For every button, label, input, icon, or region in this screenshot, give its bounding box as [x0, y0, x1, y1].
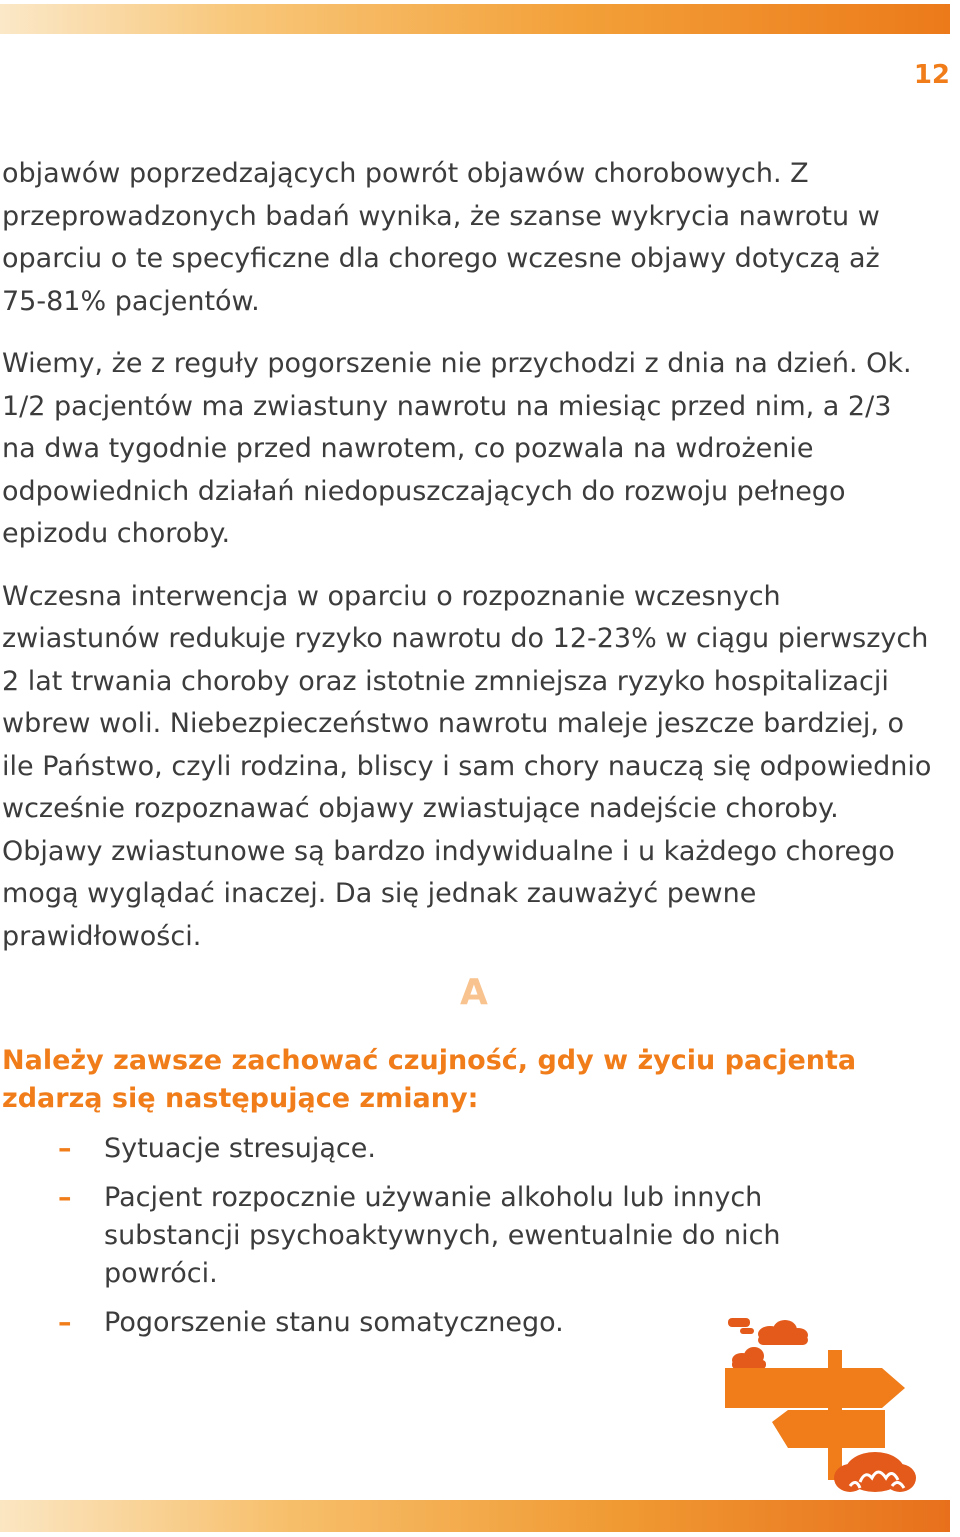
bottom-decorative-band — [0, 1500, 950, 1532]
arrow-left-icon — [772, 1410, 885, 1448]
section-marker: A — [460, 972, 488, 1013]
list-item-text: Pacjent rozpocznie używanie alkoholu lub innych substancji psychoaktywnych, ewentualnie do nich powróci. — [104, 1182, 781, 1289]
cloud-icon — [732, 1347, 766, 1369]
bullet-dash: – — [58, 1133, 72, 1164]
cloud-icon — [728, 1318, 808, 1345]
list-item — [0, 1179, 900, 1293]
top-decorative-band — [0, 4, 950, 34]
list-item-text: Pogorszenie stanu somatycznego. — [104, 1307, 564, 1338]
body-text — [2, 153, 932, 978]
section-heading: Należy zawsze zachować czujność, gdy w życiu pacjenta zdarzą się następujące zmiany: — [2, 1045, 857, 1114]
signpost-icon — [700, 1310, 940, 1500]
list-item-text: Sytuacje stresujące. — [104, 1133, 376, 1164]
page-number: 12 — [913, 60, 950, 90]
bullet-dash: – — [58, 1307, 72, 1338]
list-item — [0, 1130, 900, 1168]
bullet-dash: – — [58, 1182, 72, 1213]
paragraph: objawów poprzedzających powrót objawów chorobowych. Z przeprowadzonych badań wynika, że szanse wykrycia nawrotu w oparciu o te specyficzne dla chorego wczesne objawy dotyczą aż 75-81% pacjentów. — [2, 158, 880, 317]
paragraph: Wczesna interwencja w oparciu o rozpoznanie wczesnych zwiastunów redukuje ryzyko nawrotu do 12-23% w ciągu pierwszych 2 lat trwania choroby oraz istotnie zmniejsza ryzyko hospitalizacji wbrew woli. Niebezpieczeństwo nawrotu maleje jeszcze bardziej, o ile Państwo, czyli rodzina, bliscy i sam chory nauczą się odpowiednio wcześnie rozpoznawać objawy zwiastujące nadejście choroby. Objawy zwiastunowe są bardzo indywidualne i u każdego chorego mogą wyglądać inaczej. Da się jednak zauważyć pewne prawidłowości. — [2, 580, 932, 952]
arrow-right-icon — [725, 1368, 905, 1408]
paragraph: Wiemy, że z reguły pogorszenie nie przychodzi z dnia na dzień. Ok. 1/2 pacjentów ma zwiastuny nawrotu na miesiąc przed nim, a 2/3 na dwa tygodnie przed nawrotem, co pozwala na wdrożenie odpowiednich działań niedopuszczających do rozwoju pełnego epizodu choroby. — [2, 348, 912, 549]
